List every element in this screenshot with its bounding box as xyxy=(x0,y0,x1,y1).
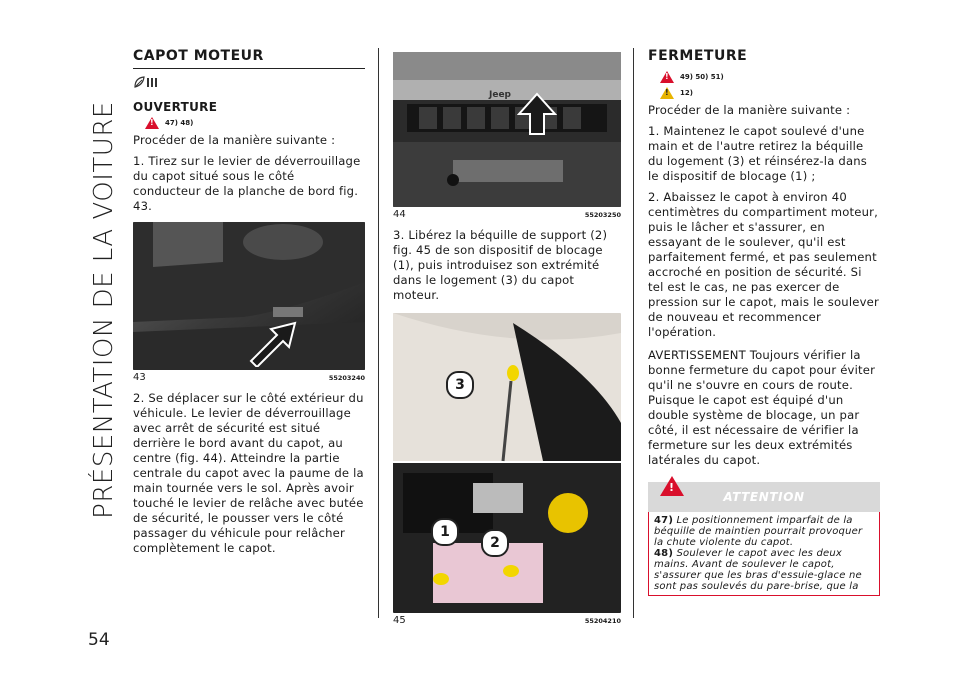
brand-badge: Jeep xyxy=(489,90,511,100)
arrow-icon xyxy=(243,317,303,367)
info-references: ! 12) xyxy=(660,87,880,99)
callout-2: 2 xyxy=(481,529,509,557)
paragraph: AVERTISSEMENT Toujours vérifier la bonne fermeture du capot pour éviter qu'il ne s'ouvre en cours de route. Puisque le capot est équipé d'un double système de blocage, un par côté, il est nécessaire de vérifier la fermeture sur les deux extrémités latérales du capot. xyxy=(648,348,876,467)
figure-caption: 45 55204210 xyxy=(393,615,621,626)
figure-caption: 44 55203250 xyxy=(393,209,621,220)
section-title: CAPOT MOTEUR xyxy=(133,48,365,69)
attention-header: ! ATTENTION xyxy=(648,482,880,512)
paragraph: Procéder de la manière suivante : xyxy=(648,103,851,117)
warning-references: ! 47) 48) xyxy=(145,117,365,129)
note-47: 47) Le positionnement imparfait de la béquille de maintien pourrait provoquer la chute violente du capot. xyxy=(654,515,863,548)
column-middle xyxy=(393,52,621,634)
warning-triangle-icon xyxy=(660,476,684,496)
callout-3: 3 xyxy=(446,371,474,399)
info-triangle-icon xyxy=(660,87,674,99)
paragraph: 2. Abaissez le capot à environ 40 centimètres du compartiment moteur, puis le lâcher et s'assurer, en essayant de le soulever, qu'il est parfaitement fermé, et pas seulement accroché en position de sécurité. Si tel est le cas, ne pas exercer de pression sur le capot, mais le soulever de nouveau et recommencer l'opération. xyxy=(648,190,879,339)
paragraph: Procéder de la manière suivante : xyxy=(133,133,336,147)
subsection-title: OUVERTURE xyxy=(133,100,218,114)
column-divider xyxy=(378,48,379,618)
page-number: 54 xyxy=(88,630,110,650)
figure-45-photo xyxy=(393,313,621,613)
side-section-title: PRÉSENTATION DE LA VOITURE xyxy=(89,101,119,519)
paragraph: 1. Tirez sur le levier de déverrouillage du capot situé sous le côté conducteur de la planche de bord fig. 43. xyxy=(133,154,361,213)
column-left xyxy=(133,48,365,562)
arrow-up-icon xyxy=(517,92,557,136)
paragraph: 2. Se déplacer sur le côté extérieur du véhicule. Le levier de déverrouillage avec arrêt de sécurité est situé derrière le bord avant du capot, au centre (fig. 44). Atteindre la partie centrale du capot avec la paume de la main tournée vers le sol. Après avoir touché le levier de relâche avec butée de sécurité, le pousser vers le côté passager du véhicule pour relâcher complètement le capot. xyxy=(133,391,364,555)
figure-43-photo xyxy=(133,222,365,370)
paragraph: 3. Libérez la béquille de support (2) fig. 45 de son dispositif de blocage (1), puis introduisez son extrémité dans le logement (3) du capot moteur. xyxy=(393,228,608,302)
eco-leaf-icon xyxy=(133,75,365,92)
section-title: FERMETURE xyxy=(648,48,748,64)
figure-44-photo xyxy=(393,52,621,207)
note-48: 48) Soulever le capot avec les deux mains. Avant de soulever le capot, s'assurer que les bras d'essuie-glace ne sont pas soulevés du pare-brise, que la xyxy=(654,548,862,592)
callout-1: 1 xyxy=(431,518,459,546)
warning-triangle-icon xyxy=(660,71,674,83)
attention-notes xyxy=(648,512,880,596)
column-divider xyxy=(633,48,634,618)
warning-triangle-icon xyxy=(145,117,159,129)
paragraph: 1. Maintenez le capot soulevé d'une main et de l'autre retirez la béquille du logement (3) et réinsérez-la dans le dispositif de blocage (1) ; xyxy=(648,124,868,183)
figure-caption: 43 55203240 xyxy=(133,372,365,383)
column-right xyxy=(648,48,880,596)
warning-references: ! 49) 50) 51) xyxy=(660,71,880,83)
